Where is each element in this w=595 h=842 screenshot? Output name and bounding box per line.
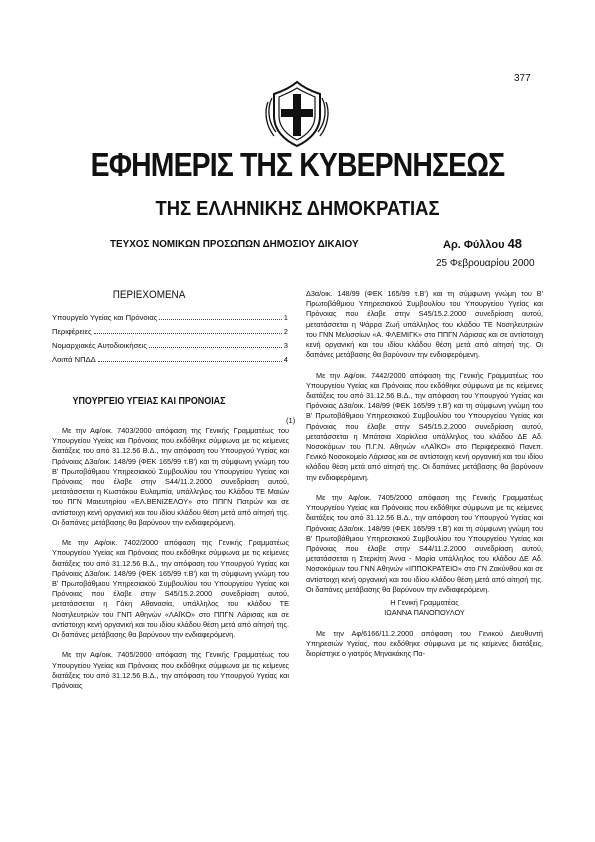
gazette-title: ΕΦΗΜΕΡΙΣ ΤΗΣ ΚΥΒΕΡΝΗΣΕΩΣ <box>90 146 505 183</box>
section-number: (1) <box>286 416 296 425</box>
toc-item-label: Υπουργείο Υγείας και Πρόνοιας <box>52 313 158 322</box>
page-number: 377 <box>514 73 531 84</box>
toc-item-page: 3 <box>283 341 288 350</box>
decision-paragraph: Με την Αφ/οικ. 7442/2000 απόφαση της Γενικής Γραμματέως του Υπουργείου Υγείας και Πρόνοιας που εκδόθηκε σύμφωνα με τις κείμενες διατάξεις του από 31.12.56 Β.Δ., την απόφαση του Υπουργού Υγείας και Πρόνοιας Δ3α/οικ. 148/99 (ΦΕΚ 165/99 τ.Β') και τη σύμφωνη γνώμη του Β' Πρωτοβάθμιου Υπηρεσιακού Συμβουλίου του Υπουργείου Υγείας και Πρόνοιας που έλαβε στην S45/15.2.2000 συνεδρίαση αυτού, μετατάσσεται η Μπάτσια Χαρίκλεια υπάλληλος του κλάδου ΔΕ Αδ. Νοσοκόμων του Π.Γ.Ν. Αθηνών «ΛΑΪΚΟ» στο Περιφερειακό Πανεπ. Γενικό Νοσοκομείο Λάρισας και σε αντίστοιχη κενή οργανική και του ιδίου κλάδου θέση μετά από αίτησή της. Οι δαπάνες μετάβασης θα βαρύνουν την ενδιαφερόμενη. <box>306 370 543 482</box>
decision-paragraph: Δ3α/οικ. 148/99 (ΦΕΚ 165/99 τ.Β') και τη σύμφωνη γνώμη του Β' Πρωτοβάθμιου Υπηρεσιακού Συμβουλίου του Υπουργείου Υγείας και Πρόνοιας που έλαβε στην S45/15.2.2000 συνεδρίαση αυτού, μετατάσσεται η Ψάρρα Ζωή υπάλληλος του κλάδου ΤΕ Νοσηλευτριών του ΓΝΝ Μελισσίων «Α. ΦΛΕΜΙΓΚ» στο ΠΠΓΝ Λάρισας και σε αντίστοιχη κενή οργανική και του ιδίου κλάδου θέση μετά από αίτησή της. Οι δαπάνες μετάβασης θα βαρύνουν την ενδιαφερόμενη. <box>306 289 543 360</box>
issue-date: 25 Φεβρουαρίου 2000 <box>436 258 535 269</box>
toc-item-page: 4 <box>283 355 288 364</box>
right-column <box>306 289 543 659</box>
signature-role: Η Γενική Γραμματέας <box>390 598 459 608</box>
toc-item <box>52 355 288 364</box>
toc-item-label: Περιφέρειες <box>52 327 92 336</box>
toc-item <box>52 327 288 336</box>
toc-item <box>52 313 288 322</box>
toc-leader-dots <box>149 341 282 348</box>
decision-paragraph: Με την Αφ/οικ. 7402/2000 απόφαση της Γενικής Γραμματέως Υπουργείου Υγείας και Πρόνοιας που εκδόθηκε σύμφωνα με τις κείμενες διατάξεις του από 31.12.56 Β.Δ., την απόφαση του Υπουργού Υγείας και Πρόνοιας Δ3α/οικ. 148/99 (ΦΕΚ 165/99 τ.Β') και τη σύμφωνη γνώμη του Β' Πρωτοβάθμιου Υπηρεσιακού Συμβουλίου του Υπουργείου Υγείας και Πρόνοιας που έλαβε στην S45/15.2.2000 συνεδρίαση αυτού, μετατάσσεται η Γάκη Αθανασία, υπάλληλος του κλάδου ΤΕ Νοσηλευτριών του ΓΝΠ Αθηνών «ΛΑΪΚΟ» στο ΠΠΓΝ Λάρισας και σε αντίστοιχη κενή οργανική και του ιδίου κλάδου θέση μετά από αίτησή της. Οι δαπάνες μετάβασης θα βαρύνουν την ενδιαφερόμενη. <box>52 538 289 640</box>
toc-item-page: 2 <box>283 327 288 336</box>
republic-title: ΤΗΣ ΕΛΛΗΝΙΚΗΣ ΔΗΜΟΚΡΑΤΙΑΣ <box>155 198 440 220</box>
toc-leader-dots <box>94 327 282 334</box>
toc-item-label: Λοιπά ΝΠΔΔ <box>52 355 96 364</box>
sheet-number <box>443 236 522 251</box>
greek-coat-of-arms-icon <box>262 78 332 148</box>
toc-title: ΠΕΡΙΕΧΟΜΕΝΑ <box>112 289 186 301</box>
sheet-label: Αρ. Φύλλου <box>443 239 505 251</box>
sheet-number-value: 48 <box>507 236 523 251</box>
toc-item <box>52 341 288 350</box>
decision-paragraph: Με την Αφ/6166/11.2.2000 απόφαση του Γενικού Διευθυντή Υπηρεσιών Υγείας, που εκδόθηκε σύμφωνα με τις κείμενες διατάξεις, διορίστηκε ο γιατρός Μηνακάκης Πα- <box>306 628 543 659</box>
toc-item-label: Νομαρχιακές Αυτοδιοικήσεις <box>52 341 147 350</box>
section-heading: ΥΠΟΥΡΓΕΙΟ ΥΓΕΙΑΣ ΚΑΙ ΠΡΟΝΟΙΑΣ <box>72 395 226 407</box>
issue-type: ΤΕΥΧΟΣ ΝΟΜΙΚΩΝ ΠΡΟΣΩΠΩΝ ΔΗΜΟΣΙΟΥ ΔΙΚΑΙΟΥ <box>110 238 359 250</box>
decision-paragraph: Με την Αφ/οικ. 7405/2000 απόφαση της Γενικής Γραμματέως του Υπουργείου Υγείας και Πρόνοιας που εκδόθηκε σύμφωνα με τις κείμενες διατάξεις του από 31.12.56 Β.Δ., την απόφαση του Υπουργού Υγείας και Πρόνοιας <box>52 650 289 691</box>
signature-name: ΙΩΑΝΝΑ ΠΑΝΟΠΟΥΛΟΥ <box>384 608 465 618</box>
decision-paragraph: Με την Αφ/οικ. 7403/2000 απόφαση της Γενικής Γραμματέως του Υπουργείου Υγείας και Πρόνοιας που εκδόθηκε σύμφωνα με τις κείμενες διατάξεις του από 31.12.56 Β.Δ., την απόφαση του Υπουργού Υγείας και Πρόνοιας Δ3α/οικ. 148/99 (ΦΕΚ 165/99 τ.Β') και τη σύμφωνη γνώμη του Β' Πρωτοβάθμιου Υπηρεσιακού Συμβουλίου του Υπουργείου Υγείας και Πρόνοιας που έλαβε στην S44/11.2.2000 συνεδρίαση αυτού, μετατάσσεται η Κωστάκου Ευλαμπία, υπάλληλος του Κλάδου ΤΕ Μαιών του ΠΓΝ Μαιευτηρίου «ΕΛ.ΒΕΝΙΖΕΛΟΥ» στο ΠΠΓΝ Πατρών και σε αντίστοιχη κενή οργανική και του ιδίου κλάδου θέση μετά από αίτησή της. Οι δαπάνες μετάβασης θα βαρύνουν την ενδιαφερόμενη. <box>52 426 289 527</box>
decision-paragraph: Με την Αφ/οικ. 7405/2000 απόφαση της Γενικής Γραμματέως Υπουργείου Υγείας και Πρόνοιας που εκδόθηκε σύμφωνα με τις κείμενες διατάξεις του από 31.12.56 Β.Δ., την απόφαση του Υπουργού Υγείας και Πρόνοιας Δ3α/οικ. 148/99 (ΦΕΚ 165/99 τ.Β') και τη σύμφωνη γνώμη του Β' Πρωτοβάθμιου Υπηρεσιακού Συμβουλίου του Υπουργείου Υγείας και Πρόνοιας που έλαβε στην S44/11.2.2000 συνεδρίαση αυτού, μετατάσσεται η Στερκίτη Άννα - Μαρία υπάλληλος του κλάδου ΔΕ Αδ. Νοσοκόμων του ΓΝΝ Αθηνών «ΙΠΠΟΚΡΑΤΕΙΟ» στο ΓΝ Ζακύνθου και σε αντίστοιχη κενή οργανική και του ιδίου κλάδου θέση μετά από αίτησή της. Οι δαπάνες μετάβασης θα βαρύνουν την ενδιαφερόμενη. <box>306 493 543 594</box>
left-column <box>52 426 289 691</box>
toc-item-page: 1 <box>283 313 288 322</box>
toc-leader-dots <box>98 355 282 362</box>
toc-leader-dots <box>159 313 281 320</box>
